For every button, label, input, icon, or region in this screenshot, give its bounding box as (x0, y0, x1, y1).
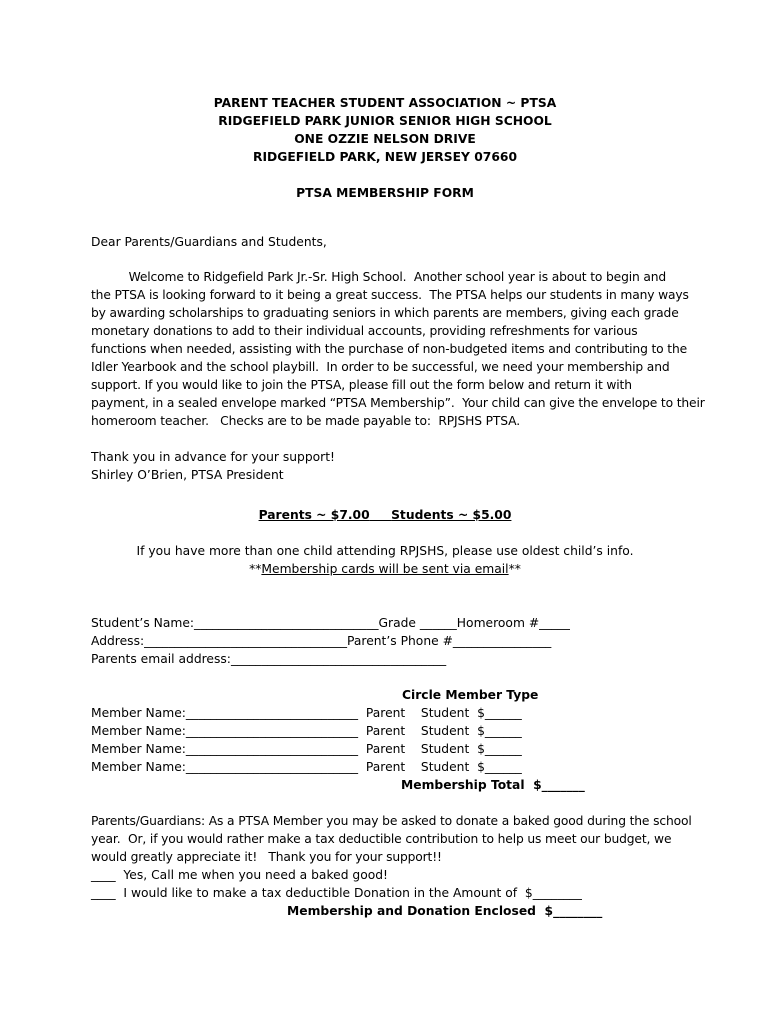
enclosed-total-field[interactable]: Membership and Donation Enclosed $________ (287, 904, 603, 918)
header-street: ONE OZZIE NELSON DRIVE (294, 132, 476, 146)
baked-good-option[interactable]: ____ Yes, Call me when you need a baked good! (91, 868, 388, 882)
member-row[interactable]: Member Name:____________________________ Parent Student $______ (91, 724, 522, 738)
member-row[interactable]: Member Name:____________________________ Parent Student $______ (91, 706, 522, 720)
signature-line: Shirley O’Brien, PTSA President (91, 468, 284, 482)
member-row[interactable]: Member Name:____________________________ Parent Student $______ (91, 760, 522, 774)
letter-line: the PTSA is looking forward to it being a great success. The PTSA helps our students in many ways (91, 288, 689, 302)
cards-note: **Membership cards will be sent via email** (249, 562, 521, 576)
thanks-line: Thank you in advance for your support! (91, 450, 335, 464)
donation-line: year. Or, if you would rather make a tax deductible contribution to help us meet our budget, we (91, 832, 672, 846)
cards-note-text: Membership cards will be sent via email (261, 562, 509, 576)
oldest-child-note: If you have more than one child attending RPJSHS, please use oldest child’s info. (136, 544, 634, 558)
header-school: RIDGEFIELD PARK JUNIOR SENIOR HIGH SCHOOL (218, 114, 552, 128)
parents-fee: Parents ~ $7.00 (258, 508, 370, 522)
letter-line: functions when needed, assisting with the purchase of non-budgeted items and contributing to the (91, 342, 688, 356)
member-row[interactable]: Member Name:____________________________ Parent Student $______ (91, 742, 522, 756)
letter-line: Welcome to Ridgefield Park Jr.-Sr. High School. Another school year is about to begin and (91, 270, 667, 284)
membership-total-field[interactable]: Membership Total $_______ (401, 778, 585, 792)
letter-line: homeroom teacher. Checks are to be made payable to: RPJSHS PTSA. (91, 414, 520, 428)
form-title: PTSA MEMBERSHIP FORM (296, 186, 474, 200)
letter-line: Idler Yearbook and the school playbill. In order to be successful, we need your membership and (91, 360, 670, 374)
letter-line: by awarding scholarships to graduating seniors in which parents are members, giving each grade (91, 306, 679, 320)
salutation: Dear Parents/Guardians and Students, (91, 235, 327, 249)
letter-line: support. If you would like to join the PTSA, please fill out the form below and return it with (91, 378, 632, 392)
circle-member-type-heading: Circle Member Type (402, 688, 539, 702)
fees-line (0, 506, 770, 524)
students-fee: Students ~ $5.00 (391, 508, 512, 522)
header-association: PARENT TEACHER STUDENT ASSOCIATION ~ PTSA (213, 96, 557, 110)
student-name-field[interactable]: Student’s Name:______________________________Grade ______Homeroom #_____ (91, 616, 570, 630)
donation-line: Parents/Guardians: As a PTSA Member you may be asked to donate a baked good during the school (91, 814, 692, 828)
address-phone-field[interactable]: Address:_________________________________Parent’s Phone #________________ (91, 634, 552, 648)
parents-email-field[interactable]: Parents email address:___________________________________ (91, 652, 447, 666)
donation-line: would greatly appreciate it! Thank you for your support!! (91, 850, 442, 864)
letter-line: payment, in a sealed envelope marked “PTSA Membership”. Your child can give the envelope to their (91, 396, 705, 410)
letter-line: monetary donations to add to their individual accounts, providing refreshments for various (91, 324, 638, 338)
header-city: RIDGEFIELD PARK, NEW JERSEY 07660 (253, 150, 517, 164)
donation-amount-option[interactable]: ____ I would like to make a tax deductible Donation in the Amount of $________ (91, 886, 582, 900)
